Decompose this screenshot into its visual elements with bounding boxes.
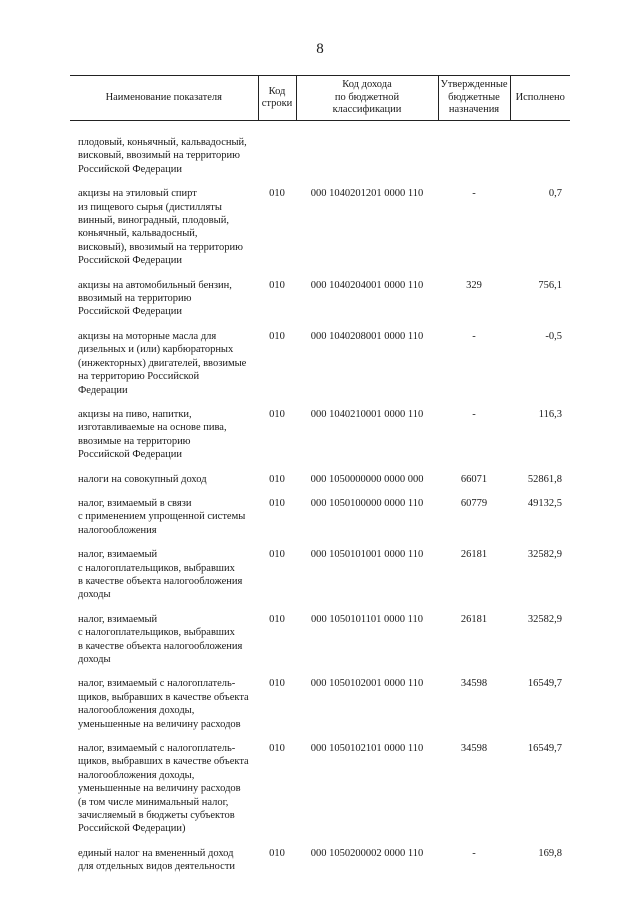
header-indicator-name: Наименование показателя <box>70 76 258 121</box>
indicator-name-cell: налог, взимаемый с налогоплатель- щиков, выбравших в качестве объекта налогообложения доходы, уменьшенные на величину расходов (в том числе минимальный налог, зачисляемый в бюджеты субъектов Российской Федерации) <box>78 743 249 835</box>
classification-code-cell: 000 1050000000 0000 000 <box>310 473 424 485</box>
classification-code-cell: 000 1050101001 0000 110 <box>310 549 424 561</box>
classification-code-cell: 000 1050200002 0000 110 <box>310 847 424 859</box>
indicator-name-cell: акцизы на моторные масла для дизельных и (или) карбюраторных (инжекторных) двигателей, ввозимые на территорию Российской Федерации <box>78 330 247 396</box>
approved-amount-cell: 34598 <box>460 678 488 690</box>
indicator-name-cell: налог, взимаемый с налогоплатель- щиков, выбравших в качестве объекта налогообложения доходы, уменьшенные на величину расходов <box>78 678 249 730</box>
table-row <box>70 847 570 885</box>
indicator-name-cell: акцизы на пиво, напитки, изготавливаемые на основе пива, ввозимые на территорию Российской Федерации <box>78 408 227 461</box>
executed-amount-cell: 756,1 <box>538 279 562 291</box>
page-number: 8 <box>316 41 324 57</box>
table-row <box>70 497 570 548</box>
executed-amount-cell: 116,3 <box>538 408 562 420</box>
approved-amount-cell: - <box>472 847 476 859</box>
header-approved-appropriations <box>438 76 510 121</box>
approved-amount-cell: 26181 <box>460 549 488 561</box>
line-code-cell: 010 <box>269 613 285 625</box>
indicator-name-cell: налог, взимаемый с налогоплательщиков, выбравших в качестве объекта налогообложения доходы <box>78 613 243 665</box>
table-row <box>70 408 570 473</box>
executed-amount-cell: 32582,9 <box>527 613 562 625</box>
executed-amount-cell: 16549,7 <box>527 743 562 755</box>
executed-amount-cell: 52861,8 <box>527 473 562 485</box>
line-code-cell: 010 <box>269 279 285 291</box>
indicator-name-cell: налог, взимаемый с налогоплательщиков, выбравших в качестве объекта налогообложения доходы <box>78 549 243 601</box>
table-row <box>70 279 570 330</box>
approved-amount-cell: - <box>472 408 476 420</box>
line-code-cell: 010 <box>269 188 285 200</box>
table-row <box>70 677 570 742</box>
approved-amount-cell: 329 <box>466 279 482 291</box>
executed-amount-cell: 0,7 <box>548 188 562 200</box>
indicator-name-cell: акцизы на этиловый спирт из пищевого сырья (дистилляты винный, виноградный, плодовый, коньячный, кальвадосный, висковый), ввозимый на территорию Российской Федерации <box>78 188 243 267</box>
classification-code-cell: 000 1050102101 0000 110 <box>310 743 424 755</box>
classification-code-cell <box>296 121 438 188</box>
table-row <box>70 613 570 678</box>
classification-code-cell: 000 1050102001 0000 110 <box>310 678 424 690</box>
indicator-name-cell: налог, взимаемый в связи с применением упрощенной системы налогообложения <box>78 497 246 536</box>
line-code-cell: 010 <box>269 743 285 755</box>
approved-amount-cell: 26181 <box>460 613 488 625</box>
header-classification-text: Код дохода по бюджетной классификации <box>332 79 402 116</box>
line-code-cell <box>258 121 296 188</box>
classification-code-cell: 000 1040201201 0000 110 <box>310 188 424 200</box>
line-code-cell: 010 <box>269 549 285 561</box>
approved-amount-cell: 60779 <box>460 497 488 509</box>
classification-code-cell: 000 1040210001 0000 110 <box>310 408 424 420</box>
approved-amount-cell: - <box>472 188 476 200</box>
line-code-cell: 010 <box>269 497 285 509</box>
header-line-code <box>258 76 296 121</box>
executed-amount-cell: 169,8 <box>538 847 562 859</box>
table-row <box>70 548 570 613</box>
table-row <box>70 187 570 278</box>
line-code-cell: 010 <box>269 408 285 420</box>
classification-code-cell: 000 1040208001 0000 110 <box>310 330 424 342</box>
budget-execution-table <box>70 75 570 885</box>
table-row <box>70 742 570 847</box>
table-row <box>70 473 570 497</box>
executed-amount-cell <box>510 121 570 188</box>
approved-amount-cell: 66071 <box>460 473 488 485</box>
table-body <box>70 121 570 885</box>
line-code-cell: 010 <box>269 847 285 859</box>
table-row <box>70 121 570 188</box>
executed-amount-cell: -0,5 <box>545 330 562 342</box>
header-classification-code <box>296 76 438 121</box>
classification-code-cell: 000 1040204001 0000 110 <box>310 279 424 291</box>
executed-amount-cell: 32582,9 <box>527 549 562 561</box>
indicator-name-cell: налоги на совокупный доход <box>78 473 207 485</box>
header-executed: Исполнено <box>510 76 570 121</box>
indicator-name-cell: единый налог на вмененный доход для отдельных видов деятельности <box>78 847 236 873</box>
classification-code-cell: 000 1050100000 0000 110 <box>310 497 424 509</box>
line-code-cell: 010 <box>269 330 285 342</box>
approved-amount-cell: 34598 <box>460 743 488 755</box>
executed-amount-cell: 16549,7 <box>527 678 562 690</box>
table-row <box>70 330 570 408</box>
line-code-cell: 010 <box>269 473 285 485</box>
executed-amount-cell: 49132,5 <box>527 497 562 509</box>
classification-code-cell: 000 1050101101 0000 110 <box>310 613 424 625</box>
table-header <box>70 76 570 121</box>
indicator-name-cell: плодовый, коньячный, кальвадосный, вискoвый, ввозимый на территорию Российской Федерации <box>78 137 247 175</box>
header-approved-text: Утвержденные бюджетные назначения <box>440 79 508 116</box>
indicator-name-cell: акцизы на автомобильный бензин, ввозимый на территорию Российской Федерации <box>78 279 232 318</box>
approved-amount-cell <box>438 121 510 188</box>
header-line-code-text: Код строки <box>261 85 293 109</box>
approved-amount-cell: - <box>472 330 476 342</box>
line-code-cell: 010 <box>269 678 285 690</box>
